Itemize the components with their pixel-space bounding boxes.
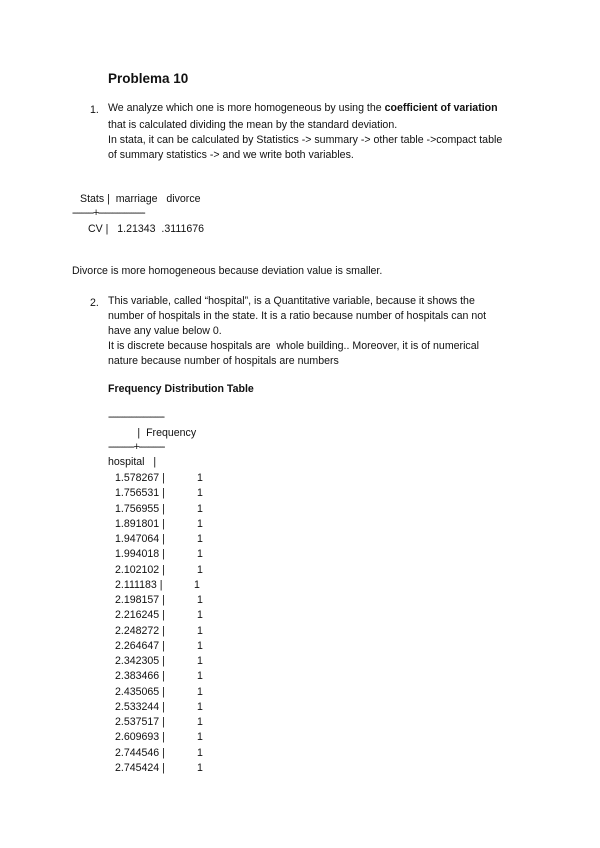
freq-row-value: 1.756531 |	[115, 487, 165, 500]
freq-row-frequency: 1	[197, 700, 203, 713]
freq-row-value: 1.578267 |	[115, 472, 165, 484]
item1-line1	[108, 101, 498, 117]
freq-row-frequency: 1	[197, 594, 203, 606]
freq-row-frequency: 1	[197, 517, 203, 530]
freq-row-value: 1.947064 |	[115, 533, 165, 545]
conclusion-text: Divorce is more homogeneous because deviation value is smaller.	[72, 265, 383, 277]
list-number-1: 1.	[90, 104, 99, 116]
freq-row-value: 1.756955 |	[115, 502, 165, 515]
item2-line4: It is discrete because hospitals are whole building.. Moreover, it is of numerical	[108, 340, 479, 352]
freq-top-rule: ------------------------	[108, 411, 164, 423]
freq-row-value: 2.342305 |	[115, 655, 165, 667]
freq-row-value: 2.111183 |	[115, 578, 163, 591]
freq-row-frequency: 1	[197, 472, 203, 484]
freq-mid-rule: -----------+-----------	[108, 441, 165, 453]
stats-separator: ---------+--------------------	[72, 207, 145, 219]
freq-row-value: 2.537517 |	[115, 716, 165, 728]
freq-row-value: 2.264647 |	[115, 639, 165, 652]
freq-row-value: 2.533244 |	[115, 700, 165, 713]
freq-row-frequency: 1	[197, 563, 203, 576]
freq-row-value: 2.744546 |	[115, 746, 165, 759]
item2-line3: have any value below 0.	[108, 325, 222, 337]
freq-row-frequency: 1	[197, 639, 203, 652]
item1-line3: In stata, it can be calculated by Statistics -> summary -> other table ->compact table	[108, 134, 503, 146]
freq-col-header: | Frequency	[108, 427, 197, 439]
freq-row-frequency: 1	[197, 487, 203, 500]
freq-row-value: 2.102102 |	[115, 563, 165, 576]
freq-row-value: 2.198157 |	[115, 594, 165, 606]
freq-var-label: hospital |	[108, 456, 157, 468]
item1-line1-bold: coefficient of variation	[384, 102, 498, 114]
freq-row-value: 2.216245 |	[115, 609, 165, 622]
stats-header: Stats | marriage divorce	[80, 193, 201, 205]
stats-row-cv: CV | 1.21343 .3111676	[88, 223, 205, 235]
freq-row-frequency: 1	[197, 533, 203, 545]
page-title: Problema 10	[108, 71, 189, 86]
item2-line5: nature because number of hospitals are numbers	[108, 355, 339, 367]
item1-line2: that is calculated dividing the mean by the standard deviation.	[108, 119, 398, 131]
freq-row-frequency: 1	[197, 685, 203, 698]
freq-row-value: 1.891801 |	[115, 517, 165, 530]
freq-row-frequency: 1	[194, 578, 200, 591]
freq-row-value: 2.609693 |	[115, 731, 165, 744]
freq-table-heading: Frequency Distribution Table	[108, 383, 254, 395]
freq-row-frequency: 1	[197, 670, 203, 683]
freq-row-value: 1.994018 |	[115, 548, 165, 561]
freq-row-frequency: 1	[197, 731, 203, 744]
item1-line4: of summary statistics -> and we write both variables.	[108, 149, 354, 161]
item2-line2: number of hospitals in the state. It is a ratio because number of hospitals can not	[108, 310, 487, 322]
freq-row-value: 2.383466 |	[115, 670, 165, 683]
freq-row-frequency: 1	[197, 502, 203, 515]
freq-row-value: 2.435065 |	[115, 685, 165, 698]
freq-row-value: 2.248272 |	[115, 624, 165, 637]
item1-line1-text: We analyze which one is more homogeneous by using the	[108, 102, 385, 114]
item2-line1: This variable, called “hospital”, is a Quantitative variable, because it shows the	[108, 295, 475, 307]
freq-row-frequency: 1	[197, 746, 203, 759]
list-number-2: 2.	[90, 297, 99, 309]
freq-row-value: 2.745424 |	[115, 761, 165, 774]
freq-row-frequency: 1	[197, 761, 203, 774]
freq-row-frequency: 1	[197, 655, 203, 667]
freq-row-frequency: 1	[197, 609, 203, 622]
freq-row-frequency: 1	[197, 716, 203, 728]
freq-row-frequency: 1	[197, 624, 203, 637]
freq-row-frequency: 1	[197, 548, 203, 561]
